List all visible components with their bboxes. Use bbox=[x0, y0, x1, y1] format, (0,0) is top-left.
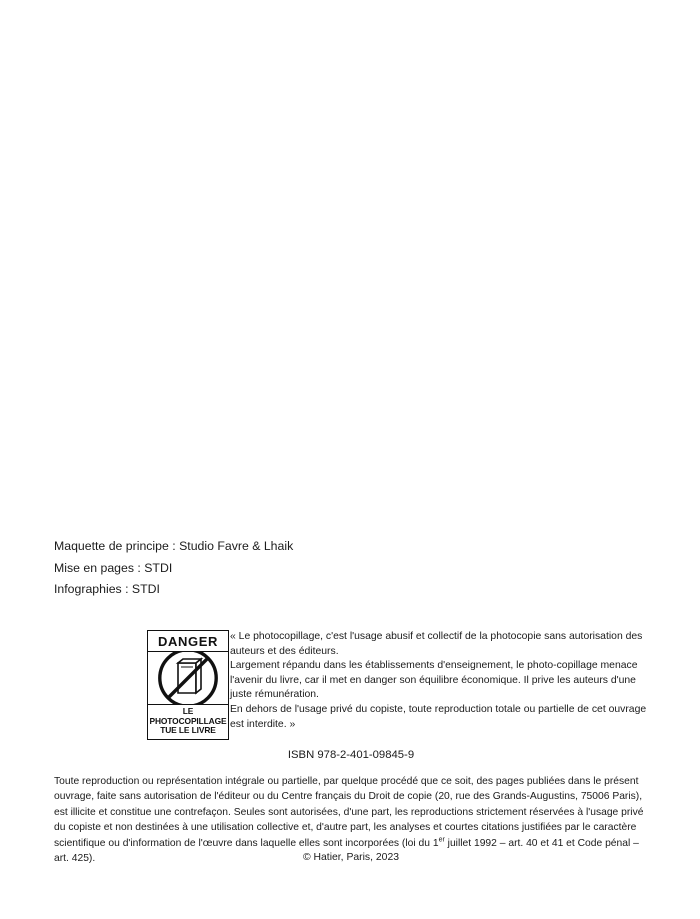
warning-paragraph-1: « Le photocopillage, c'est l'usage abusif et collectif de la photocopie sans autorisation des auteurs et des éditeurs. bbox=[230, 631, 643, 657]
credit-line-mise-en-pages: Mise en pages : STDI bbox=[54, 560, 173, 575]
photocopy-warning-row bbox=[54, 630, 648, 742]
logo-danger-band bbox=[148, 631, 228, 652]
warning-paragraph-3: En dehors de l'usage privé du copiste, toute reproduction totale ou partielle de cet ouvrage est interdite. » bbox=[230, 703, 647, 730]
photocopy-warning-text bbox=[230, 630, 648, 732]
copyright-line: © Hatier, Paris, 2023 bbox=[302, 852, 400, 863]
logo-bottom-band bbox=[148, 704, 228, 739]
legal-text-part2: juillet 1992 – art. 40 et 41 et Code pénal – art. 425). bbox=[54, 837, 639, 865]
legal-ordinal: er bbox=[438, 836, 445, 844]
legal-text-part1: Toute reproduction ou représentation intégrale ou partielle, par quelque procédé que ce soit, des pages publiées dans le présent ouvrage, faite sans autorisation de l'éditeur ou du Centre français du Droit de copie (20, rue des Grands-Augustins, 75006 Paris), est illicite et constitue une contrefaçon. Seules sont autorisées, d'une part, les reproductions strictement réservées à l'usage privé du copiste et non destinées à une utilisation collective et, d'autre part, les analyses et courtes citations justifiées par le caractère scientifique ou d'information de l'œuvre dans laquelle elles sont incorporées (loi du 1 bbox=[54, 776, 644, 849]
logo-bottom-line1: LE PHOTOCOPILLAGE bbox=[149, 706, 227, 726]
photocopillage-logo bbox=[147, 630, 229, 740]
credit-line-infographies: Infographies : STDI bbox=[54, 582, 160, 596]
warning-paragraph-2: Largement répandu dans les établissements d'enseignement, le photo-copillage menace l'avenir du livre, car il met en danger son équilibre économique. Il prive les auteurs d'une juste rémunération. bbox=[230, 660, 638, 701]
credit-line-maquette: Maquette de principe : Studio Favre & Lhaik bbox=[54, 539, 294, 553]
credits-block bbox=[54, 536, 614, 601]
logo-danger-label: DANGER bbox=[158, 633, 218, 649]
isbn-line: ISBN 978-2-401-09845-9 bbox=[287, 749, 415, 761]
book-crossed-out-icon bbox=[158, 652, 218, 704]
photocopy-warning-zone bbox=[54, 630, 648, 865]
logo-icon-area bbox=[148, 652, 228, 704]
logo-bottom-line2: TUE LE LIVRE bbox=[160, 725, 216, 736]
